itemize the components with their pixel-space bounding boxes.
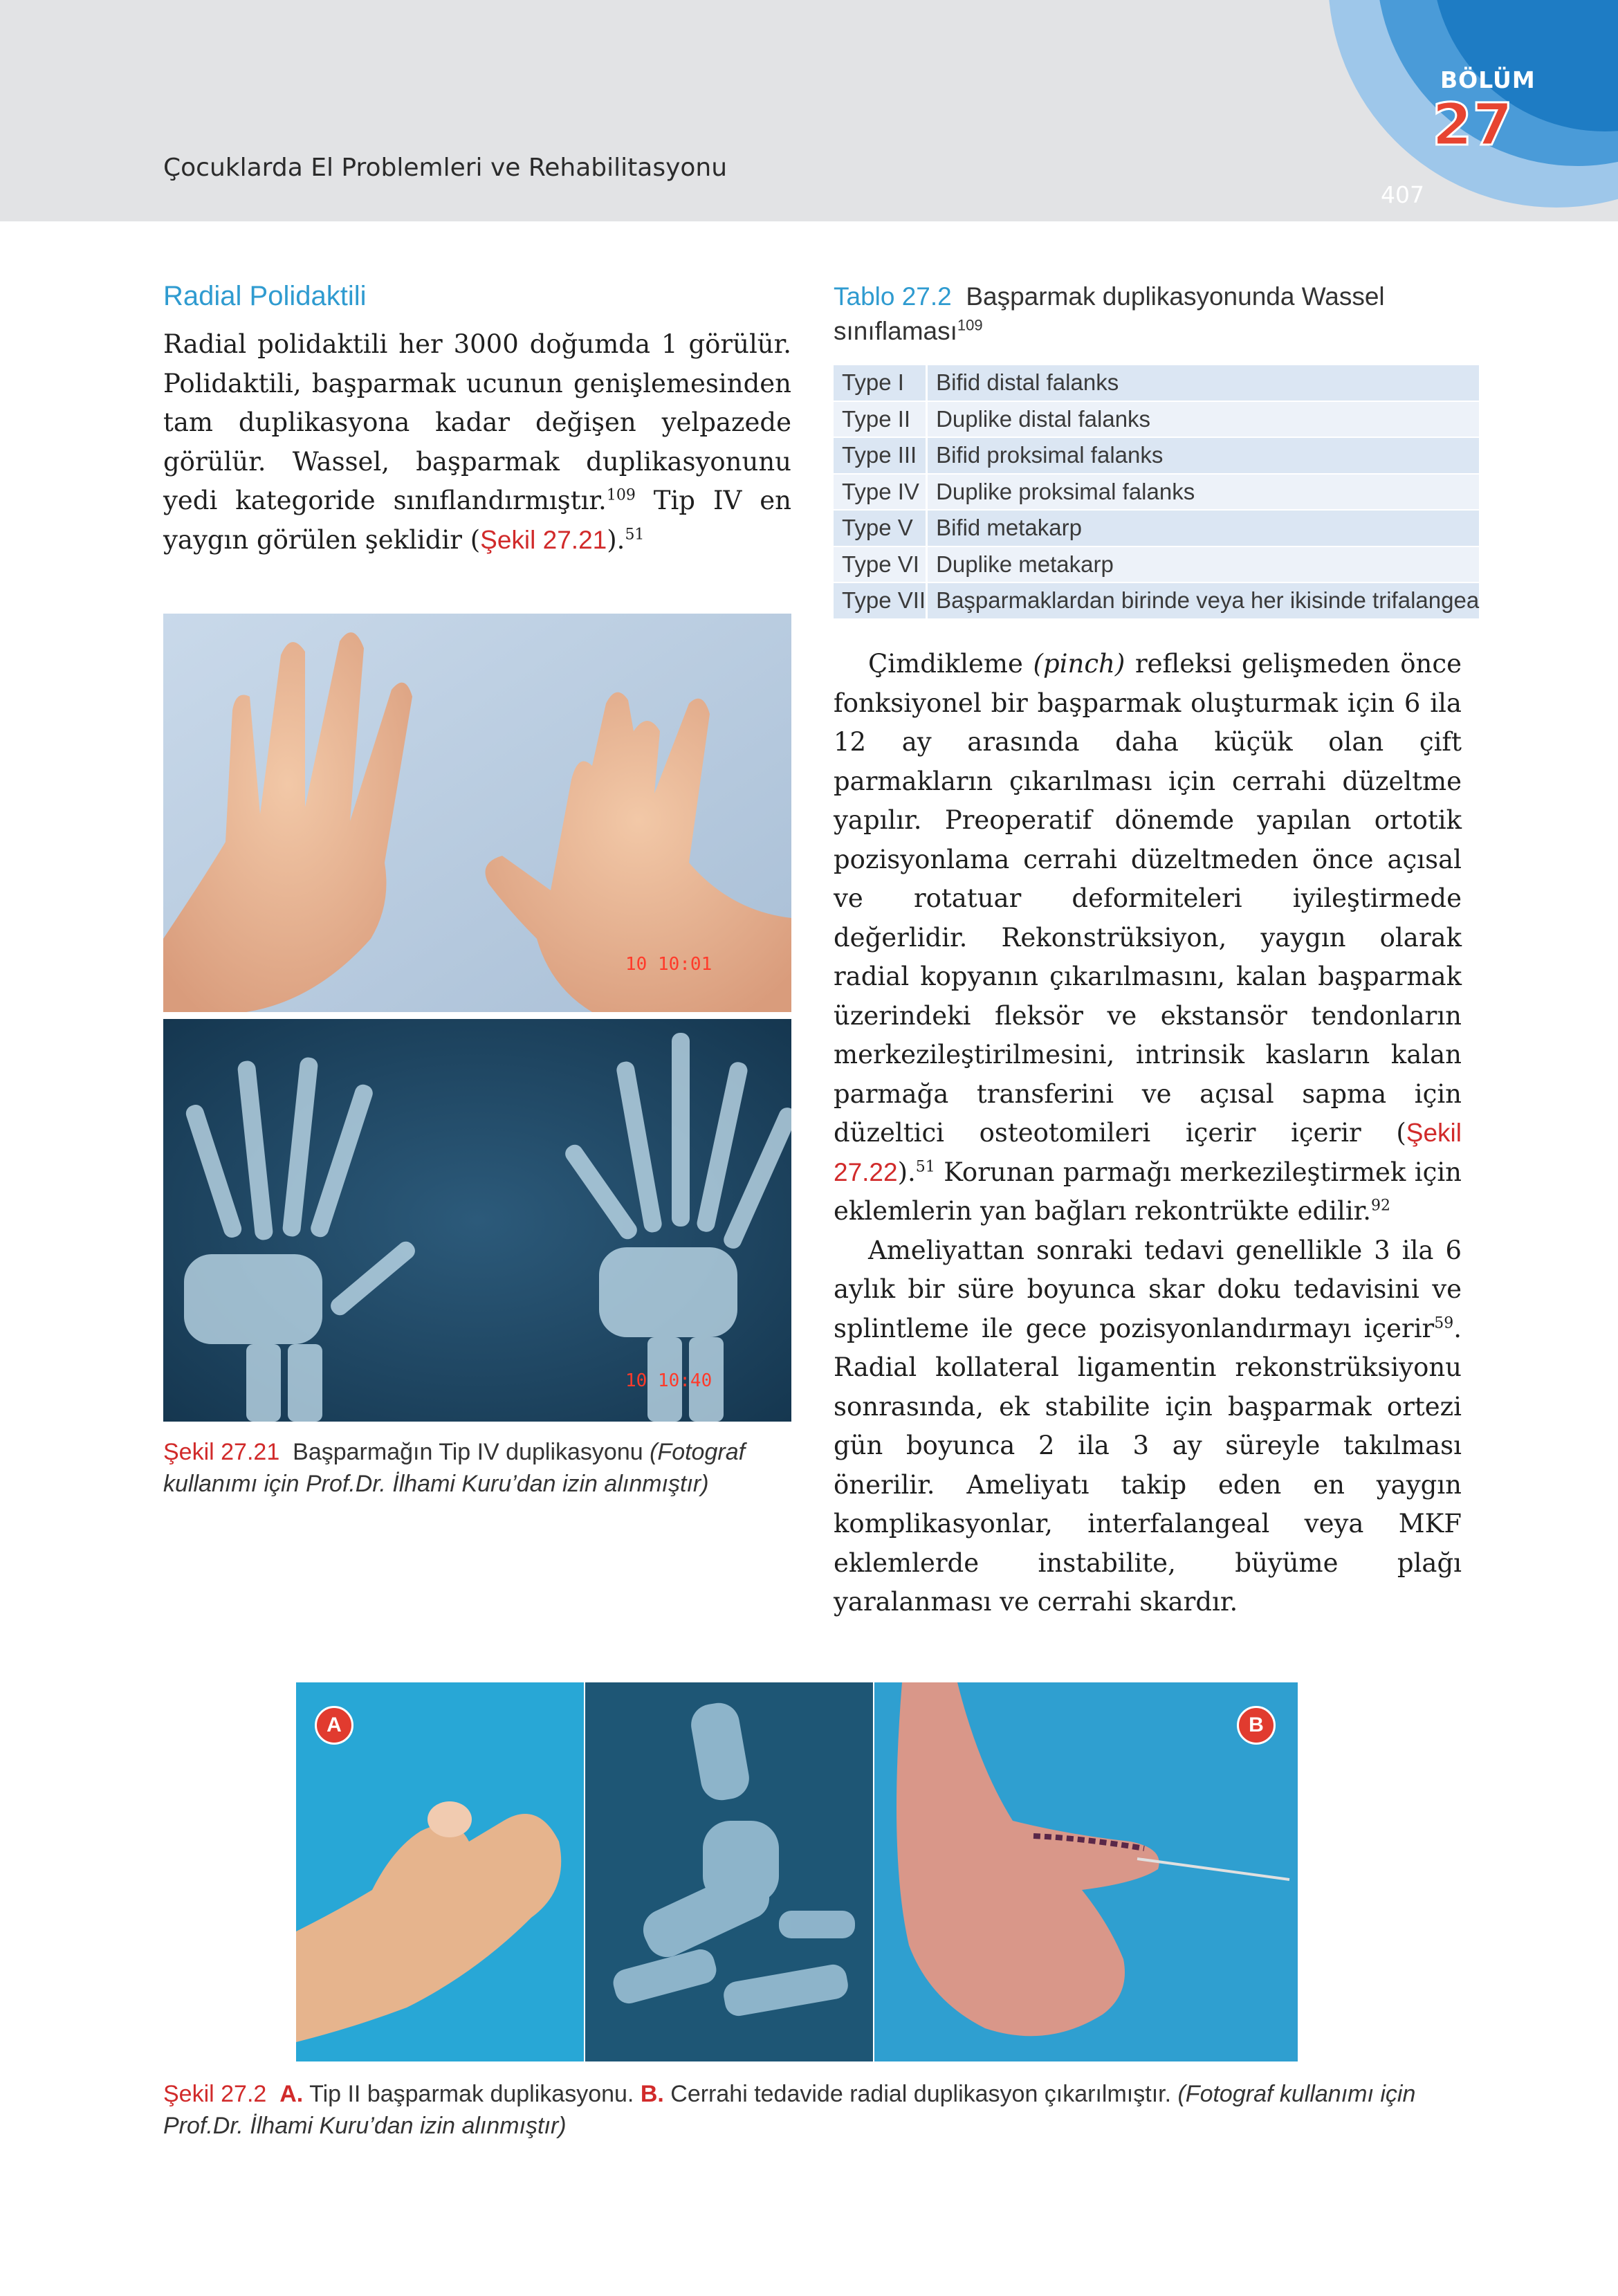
- citation: 92: [1371, 1197, 1391, 1215]
- figure-caption-text: Tip II başparmak duplikasyonu.: [303, 2081, 641, 2107]
- intro-text: Radial polidaktili her 3000 doğumda 1 görülür. Polidaktili, başparmak ucunun genişlemesinden tam duplikasyona kadar değişen yelpazede görülür. Wassel, başparmak duplikasyonunu yedi kategoride sınıflandırmıştır.: [163, 329, 791, 515]
- table-row: [834, 365, 1479, 401]
- description-cell: Duplike proksimal falanks: [927, 474, 1480, 511]
- type-cell: Type II: [834, 401, 927, 438]
- figure-22-caption: [163, 2078, 1464, 2142]
- hands-photo: [163, 614, 791, 1012]
- table-row: [834, 401, 1479, 438]
- figure-number: Şekil 27.2: [163, 2081, 267, 2107]
- body-paragraph: [834, 645, 1462, 1231]
- figure-caption-text: Başparmağın Tip IV duplikasyonu: [293, 1439, 650, 1465]
- description-cell: Duplike metakarp: [927, 547, 1480, 583]
- intro-text: Tip IV en yaygın görülen şeklidir (: [163, 486, 791, 555]
- text-run: Ameliyattan sonraki tedavi genellikle 3 ila 6 aylık bir süre boyunca skar doku tedavisini ve splintleme ile gece pozisyonlandırmayı içerir: [834, 1235, 1462, 1343]
- table-row: [834, 510, 1479, 547]
- chapter-label: BÖLÜM: [1440, 66, 1536, 93]
- page-header: [0, 0, 1618, 221]
- table-row: [834, 437, 1479, 474]
- chapter-number: 27: [1432, 91, 1513, 158]
- description-cell: Başparmaklardan birinde veya her ikisinde trifalangea: [927, 582, 1480, 619]
- text-run: Çimdikleme: [868, 649, 1033, 679]
- figure-reference-link[interactable]: Şekil 27.22: [834, 1119, 1462, 1186]
- table-row: [834, 547, 1479, 583]
- panel-label: A.: [279, 2081, 304, 2107]
- page-number: 407: [1381, 181, 1424, 208]
- citation: 59: [1434, 1314, 1454, 1332]
- type-cell: Type V: [834, 510, 927, 547]
- type-cell: Type IV: [834, 474, 927, 511]
- xray-timestamp: 10 10:40: [625, 1370, 713, 1391]
- hands-xray: [163, 1019, 791, 1422]
- thumb-xray: [585, 1682, 873, 2061]
- table-number: Tablo 27.2: [834, 282, 952, 311]
- text-run: refleksi gelişmeden önce fonksiyonel bir başparmak oluşturmak için 6 ila 12 ay arasında daha küçük olan çift parmakların çıkarılması için cerrahi düzeltme yapılır. Preoperatif dönemde yapılan ortotik pozisyonlama cerrahi düzeltmeden önce açısal ve rotatuar deformiteleri iyileştirmede değerlidir. Rekonstrüksiyon, yaygın olarak radial kopyanın çıkarılmasını, kalan başparmak üzerindeki fleksör ve ekstansör tendonların merkezileştirilmesini, intrinsik kasların kalan parmağa transferini ve açısal sapma için düzeltici osteotomileri içerir içerir (: [834, 649, 1462, 1148]
- badge-b: B: [1237, 1706, 1276, 1745]
- citation: 109: [606, 486, 636, 504]
- body-paragraph: [834, 1231, 1462, 1622]
- figure-21-caption: [163, 1436, 793, 1500]
- type-cell: Type VII: [834, 582, 927, 619]
- intro-paragraph: [163, 325, 791, 560]
- figure-caption-text: Cerrahi tedavide radial duplikasyon çıkarılmıştır.: [663, 2081, 1178, 2107]
- table-row: [834, 474, 1479, 511]
- photo-timestamp: 10 10:01: [625, 954, 713, 975]
- figure-number: Şekil 27.21: [163, 1439, 280, 1465]
- thumb-photo-b: [874, 1682, 1298, 2061]
- figure-reference-link[interactable]: Şekil 27.21: [480, 525, 607, 554]
- wassel-classification-table: [834, 365, 1479, 620]
- text-run: ).: [897, 1157, 916, 1187]
- section-heading: Radial Polidaktili: [163, 281, 367, 311]
- book-title: Çocuklarda El Problemleri ve Rehabilitasyonu: [163, 154, 728, 182]
- body-text: [834, 645, 1462, 1622]
- description-cell: Duplike distal falanks: [927, 401, 1480, 438]
- description-cell: Bifid distal falanks: [927, 365, 1480, 401]
- type-cell: Type III: [834, 437, 927, 474]
- type-cell: Type I: [834, 365, 927, 401]
- text-run: Korunan parmağı merkezileştirmek için eklemlerin yan bağları rekontrükte edilir.: [834, 1157, 1462, 1226]
- text-run: . Radial kollateral ligamentin rekonstrüksiyonu sonrasında, ek stabilite için başparmak ortezi gün boyunca 2 ila 3 ay süreyle takılması önerilir. Ameliyatı takip eden en yaygın komplikasyonlar, interfalangeal veya MKF eklemlerde instabilite, büyüme plağı yaralanması ve cerrahi skardır.: [834, 1313, 1462, 1617]
- citation: 109: [957, 316, 983, 334]
- citation: 51: [625, 526, 645, 544]
- table-caption: [834, 279, 1456, 349]
- description-cell: Bifid metakarp: [927, 510, 1480, 547]
- table-row: [834, 582, 1479, 619]
- term-pinch: (pinch): [1033, 649, 1125, 679]
- table-caption-text: Başparmak duplikasyonunda Wassel sınıflaması: [834, 282, 1385, 345]
- photo-credit: (Fotograf kullanımı için Prof.Dr. İlhami Kuru’dan izin alınmıştır): [163, 1439, 746, 1497]
- photo-credit: (Fotograf kullanımı için Prof.Dr. İlhami Kuru’dan izin alınmıştır): [163, 2081, 1416, 2139]
- panel-label: B.: [640, 2081, 664, 2107]
- description-cell: Bifid proksimal falanks: [927, 437, 1480, 474]
- type-cell: Type VI: [834, 547, 927, 583]
- citation: 51: [915, 1158, 935, 1176]
- badge-a: A: [315, 1706, 353, 1745]
- intro-text: ).: [607, 524, 625, 555]
